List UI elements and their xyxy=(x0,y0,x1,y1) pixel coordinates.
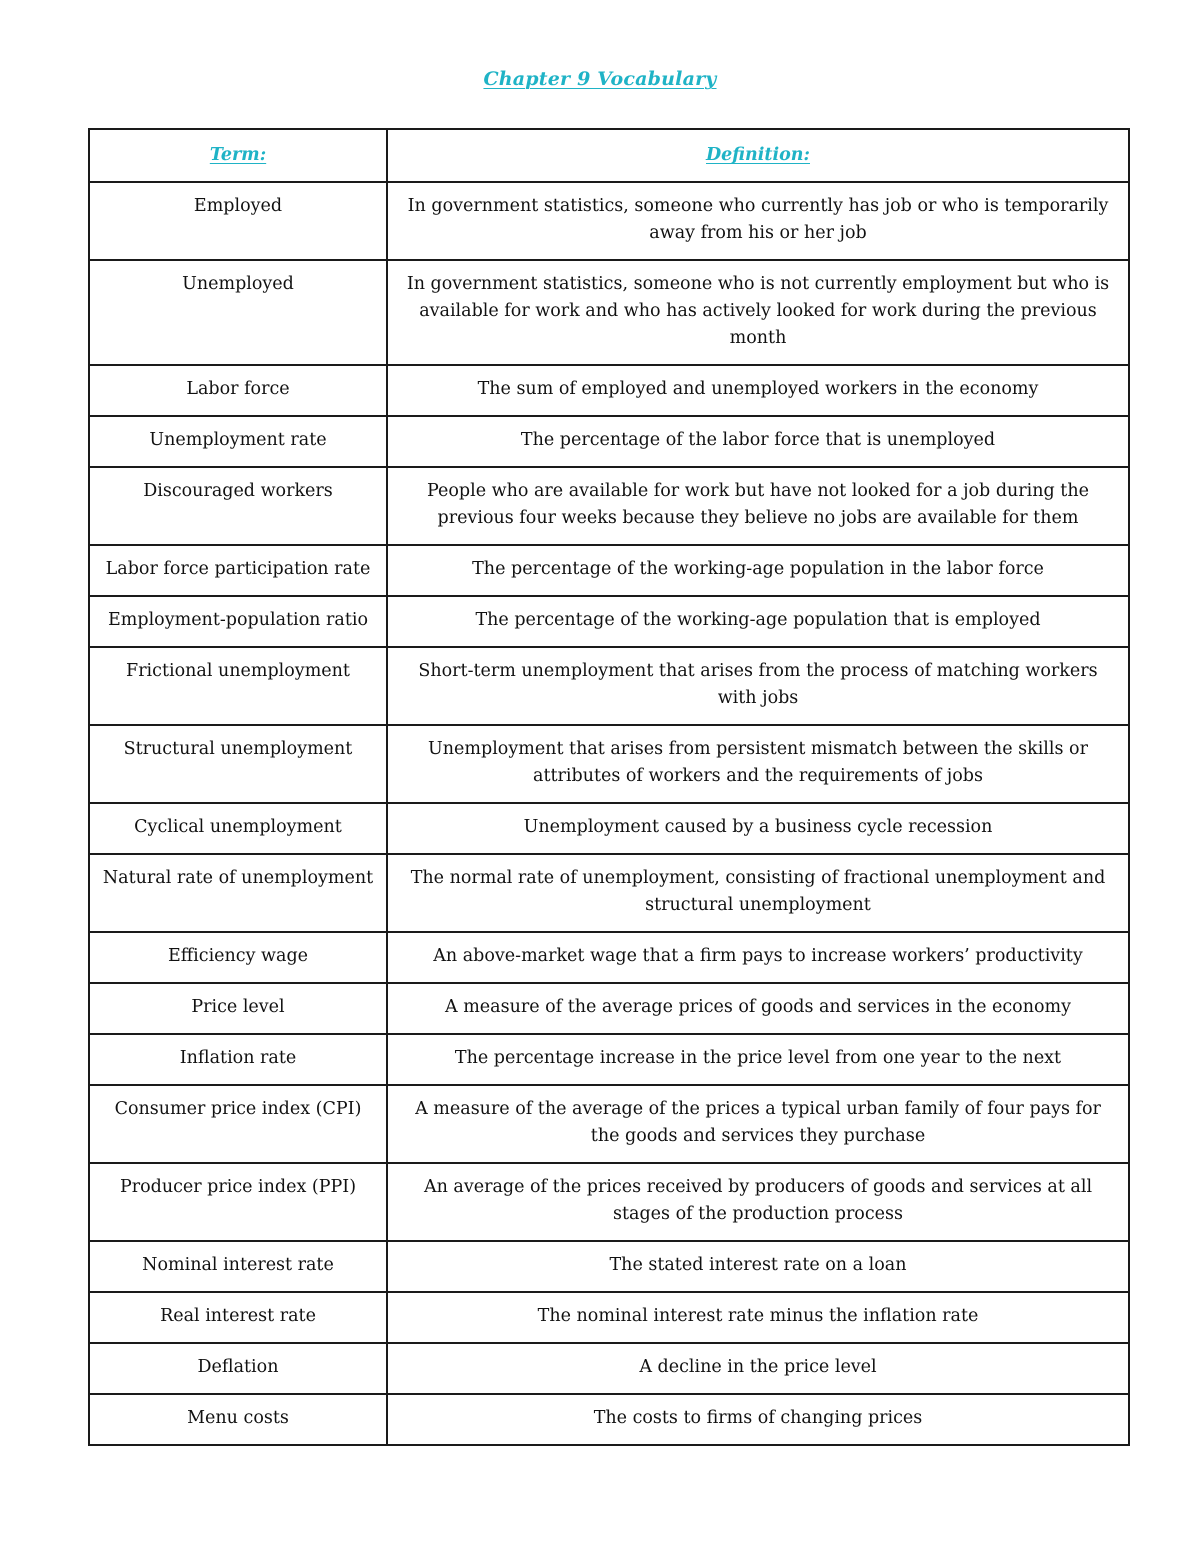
vocabulary-table xyxy=(88,128,1130,1446)
table-row xyxy=(89,932,1129,983)
table-row xyxy=(89,983,1129,1034)
table-row xyxy=(89,1163,1129,1241)
definition-cell: A measure of the average of the prices a typical urban family of four pays for the goods and services they purchase xyxy=(387,1085,1129,1163)
term-cell: Unemployed xyxy=(89,260,387,365)
definition-cell: The sum of employed and unemployed workers in the economy xyxy=(387,365,1129,416)
table-row xyxy=(89,365,1129,416)
definition-cell: A measure of the average prices of goods and services in the economy xyxy=(387,983,1129,1034)
definition-cell: In government statistics, someone who is not currently employment but who is available for work and who has actively looked for work during the previous month xyxy=(387,260,1129,365)
table-row xyxy=(89,1034,1129,1085)
definition-cell: The percentage increase in the price level from one year to the next xyxy=(387,1034,1129,1085)
term-cell: Employed xyxy=(89,182,387,260)
term-cell: Inflation rate xyxy=(89,1034,387,1085)
term-cell: Producer price index (PPI) xyxy=(89,1163,387,1241)
definition-cell: The costs to firms of changing prices xyxy=(387,1394,1129,1445)
table-row xyxy=(89,647,1129,725)
definition-cell: The normal rate of unemployment, consisting of fractional unemployment and structural unemployment xyxy=(387,854,1129,932)
definition-cell: The percentage of the labor force that is unemployed xyxy=(387,416,1129,467)
table-row xyxy=(89,1292,1129,1343)
definition-cell: People who are available for work but have not looked for a job during the previous four weeks because they believe no jobs are available for them xyxy=(387,467,1129,545)
term-cell: Natural rate of unemployment xyxy=(89,854,387,932)
table-row xyxy=(89,596,1129,647)
definition-cell: Unemployment that arises from persistent mismatch between the skills or attributes of workers and the requirements of jobs xyxy=(387,725,1129,803)
term-cell: Deflation xyxy=(89,1343,387,1394)
definition-cell: An average of the prices received by producers of goods and services at all stages of the production process xyxy=(387,1163,1129,1241)
definition-cell: In government statistics, someone who currently has job or who is temporarily away from his or her job xyxy=(387,182,1129,260)
table-row xyxy=(89,854,1129,932)
definition-cell: Unemployment caused by a business cycle recession xyxy=(387,803,1129,854)
table-header-row xyxy=(89,129,1129,182)
term-cell: Unemployment rate xyxy=(89,416,387,467)
definition-cell: An above-market wage that a firm pays to increase workers’ productivity xyxy=(387,932,1129,983)
term-column-header: Term: xyxy=(89,129,387,182)
definition-cell: The percentage of the working-age population in the labor force xyxy=(387,545,1129,596)
term-cell: Nominal interest rate xyxy=(89,1241,387,1292)
definition-cell: A decline in the price level xyxy=(387,1343,1129,1394)
term-cell: Efficiency wage xyxy=(89,932,387,983)
definition-cell: The stated interest rate on a loan xyxy=(387,1241,1129,1292)
page-title: Chapter 9 Vocabulary xyxy=(483,68,717,90)
term-cell: Discouraged workers xyxy=(89,467,387,545)
term-cell: Cyclical unemployment xyxy=(89,803,387,854)
table-row xyxy=(89,416,1129,467)
table-row xyxy=(89,1085,1129,1163)
table-row xyxy=(89,545,1129,596)
definition-column-header: Definition: xyxy=(387,129,1129,182)
table-row xyxy=(89,182,1129,260)
term-cell: Structural unemployment xyxy=(89,725,387,803)
table-row xyxy=(89,725,1129,803)
definition-cell: The percentage of the working-age population that is employed xyxy=(387,596,1129,647)
term-cell: Employment-population ratio xyxy=(89,596,387,647)
term-cell: Labor force participation rate xyxy=(89,545,387,596)
term-cell: Labor force xyxy=(89,365,387,416)
term-cell: Consumer price index (CPI) xyxy=(89,1085,387,1163)
table-row xyxy=(89,803,1129,854)
table-row xyxy=(89,467,1129,545)
term-cell: Price level xyxy=(89,983,387,1034)
definition-cell: Short-term unemployment that arises from the process of matching workers with jobs xyxy=(387,647,1129,725)
term-cell: Real interest rate xyxy=(89,1292,387,1343)
table-row xyxy=(89,1241,1129,1292)
term-cell: Frictional unemployment xyxy=(89,647,387,725)
definition-cell: The nominal interest rate minus the inflation rate xyxy=(387,1292,1129,1343)
table-row xyxy=(89,1343,1129,1394)
table-row xyxy=(89,260,1129,365)
table-row xyxy=(89,1394,1129,1445)
table-body xyxy=(89,182,1129,1445)
term-cell: Menu costs xyxy=(89,1394,387,1445)
